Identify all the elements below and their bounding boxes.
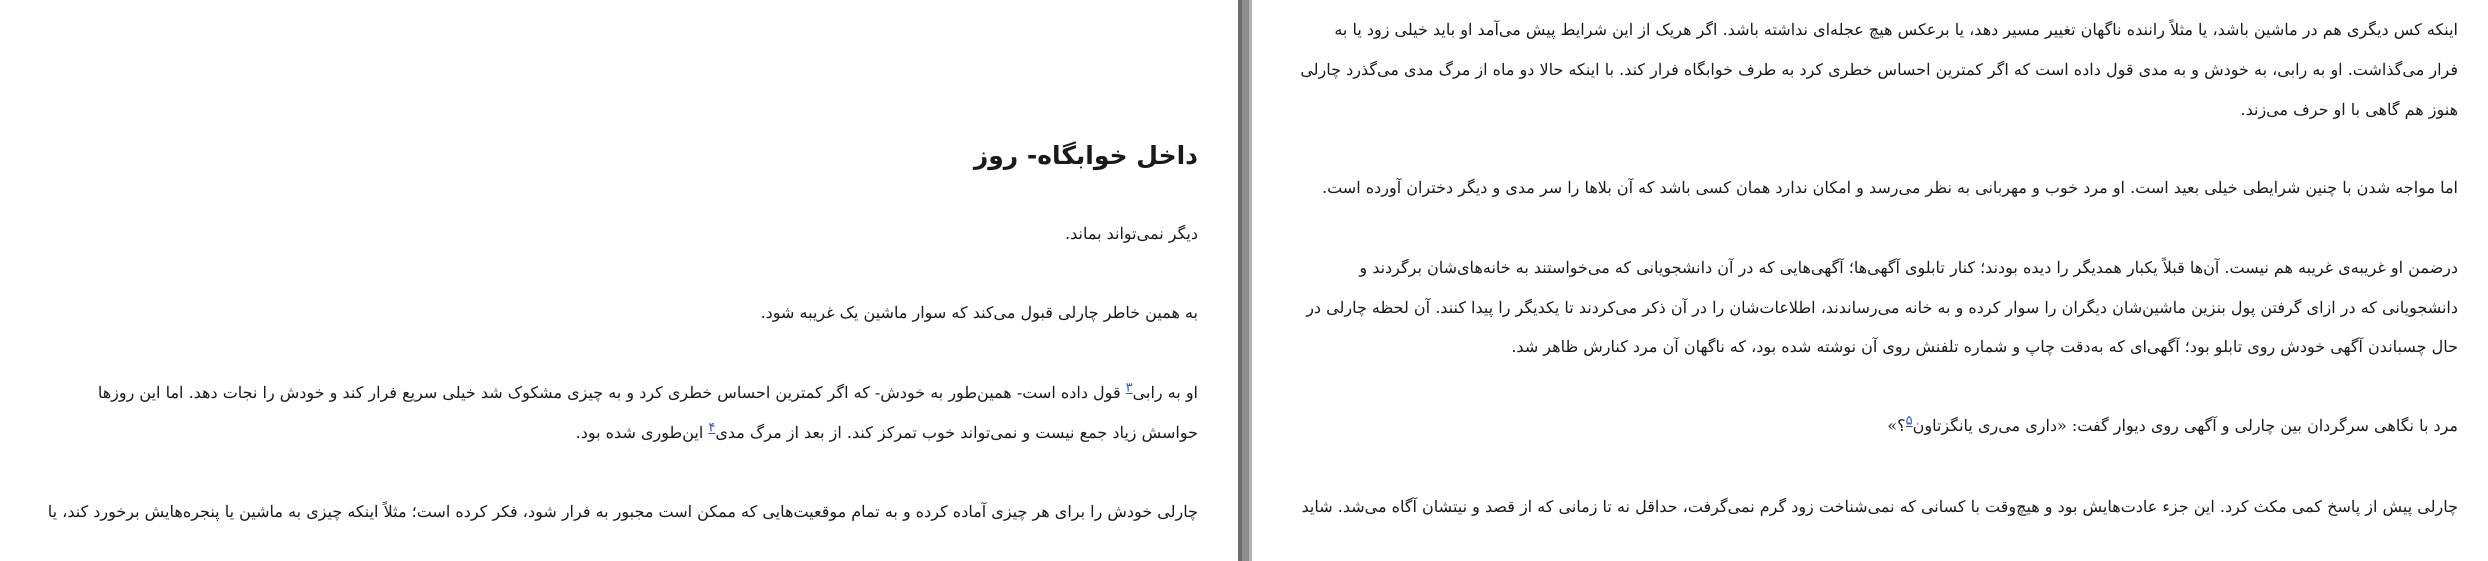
text-run: ؟» <box>1887 416 1906 435</box>
paragraph-text <box>1887 406 2458 446</box>
footnote-link[interactable]: ۵ <box>1905 413 1913 429</box>
paragraph-text: اما مواجه شدن با چنین شرایطی خیلی بعید است. او مرد خوب و مهربانی به نظر می‌رسد و امکان ندارد همان کسی باشد که آن بلاها را سر مدی و دیگر دختران آورده است. <box>1322 178 2458 197</box>
paragraph-text: هنوز هم گاهی با او حرف می‌زند. <box>2240 100 2458 119</box>
paragraph-text: به همین خاطر چارلی قبول می‌کند که سوار ماشین یک غریبه شود. <box>760 303 1198 322</box>
text-run: مرد با نگاهی سرگردان بین چارلی و آگهی روی دیوار گفت: «داری می‌ری یانگزتاون <box>1912 416 2458 435</box>
text-run: قول داده است- همین‌طور به خودش- که اگر کمترین احساس خطری کرد و به چیزی مشکوک شد خیلی سریع فرار کند و خودش را نجات دهد. اما این روزها <box>97 383 1126 402</box>
page-divider <box>1238 0 1252 561</box>
document-page-right <box>1252 0 2488 561</box>
paragraph-text <box>576 413 1198 453</box>
paragraph-text: دیگر نمی‌تواند بماند. <box>1065 224 1198 243</box>
paragraph-text: چارلی خودش را برای هر چیزی آماده کرده و به تمام موقعیت‌هایی که ممکن است مجبور به فرار شود، فکر کرده است؛ مثلاً اینکه چیزی به ماشین یا پنجره‌هایش برخورد کند، یا <box>47 502 1198 521</box>
paragraph-text: حال چسباندن آگهی خودش روی تابلو بود؛ آگهی‌ای که به‌دقت چاپ و شماره تلفنش روی آن نوشته شده بود، که ناگهان آن مرد کنارش ظاهر شد. <box>1511 337 2458 356</box>
paragraph-text: فرار می‌گذاشت. او به رابی، به خودش و به مدی قول داده است که اگر کمترین احساس خطری کرد به طرف خوابگاه فرار کند. با اینکه حالا دو ماه از مرگ مدی می‌گذرد چارلی <box>1300 60 2458 79</box>
footnote-link[interactable]: ۴ <box>708 420 716 436</box>
text-run: این‌طوری شده بود. <box>575 423 709 442</box>
paragraph-text: دانشجویانی که در ازای گرفتن پول بنزین ماشین‌شان دیگران را سوار کرده و به خانه می‌رساندند، اطلاعات‌شان را در آن ذکر می‌کردند تا یکدیگر را پیدا کنند. آن لحظه چارلی در <box>1306 298 2458 317</box>
section-heading: داخل خوابگاه- روز <box>973 141 1198 170</box>
document-page-left <box>0 0 1238 561</box>
paragraph-text: چارلی پیش از پاسخ کمی مکث کرد. این جزء عادت‌هایش بود و هیچ‌وقت با کسانی که نمی‌شناخت زود گرم نمی‌گرفت، حداقل نه تا زمانی که از قصد و نیتشان آگاه می‌شد. شاید <box>1301 497 2458 516</box>
paragraph-text: درضمن او غریبه‌ی غریبه هم نیست. آن‌ها قبلاً یکبار همدیگر را دیده بودند؛ کنار تابلوی آگهی‌ها؛ آگهی‌هایی که در آن دانشجویانی که می‌خواستند به خانه‌های‌شان برگردند و <box>1359 258 2458 277</box>
text-run: او به رابی <box>1132 383 1198 402</box>
text-run: حواسش زیاد جمع نیست و نمی‌تواند خوب تمرکز کند. از بعد از مرگ مدی <box>715 423 1198 442</box>
divider-edge <box>1238 0 1242 561</box>
paragraph-text <box>98 373 1198 413</box>
footnote-link[interactable]: ۳ <box>1125 380 1133 396</box>
paragraph-text: اینکه کس دیگری هم در ماشین باشد، یا مثلاً راننده ناگهان تغییر مسیر دهد، یا برعکس هیچ عجله‌ای نداشته باشد. اگر هریک از این شرایط پیش می‌آمد او باید خیلی زود یا به <box>1334 20 2458 39</box>
